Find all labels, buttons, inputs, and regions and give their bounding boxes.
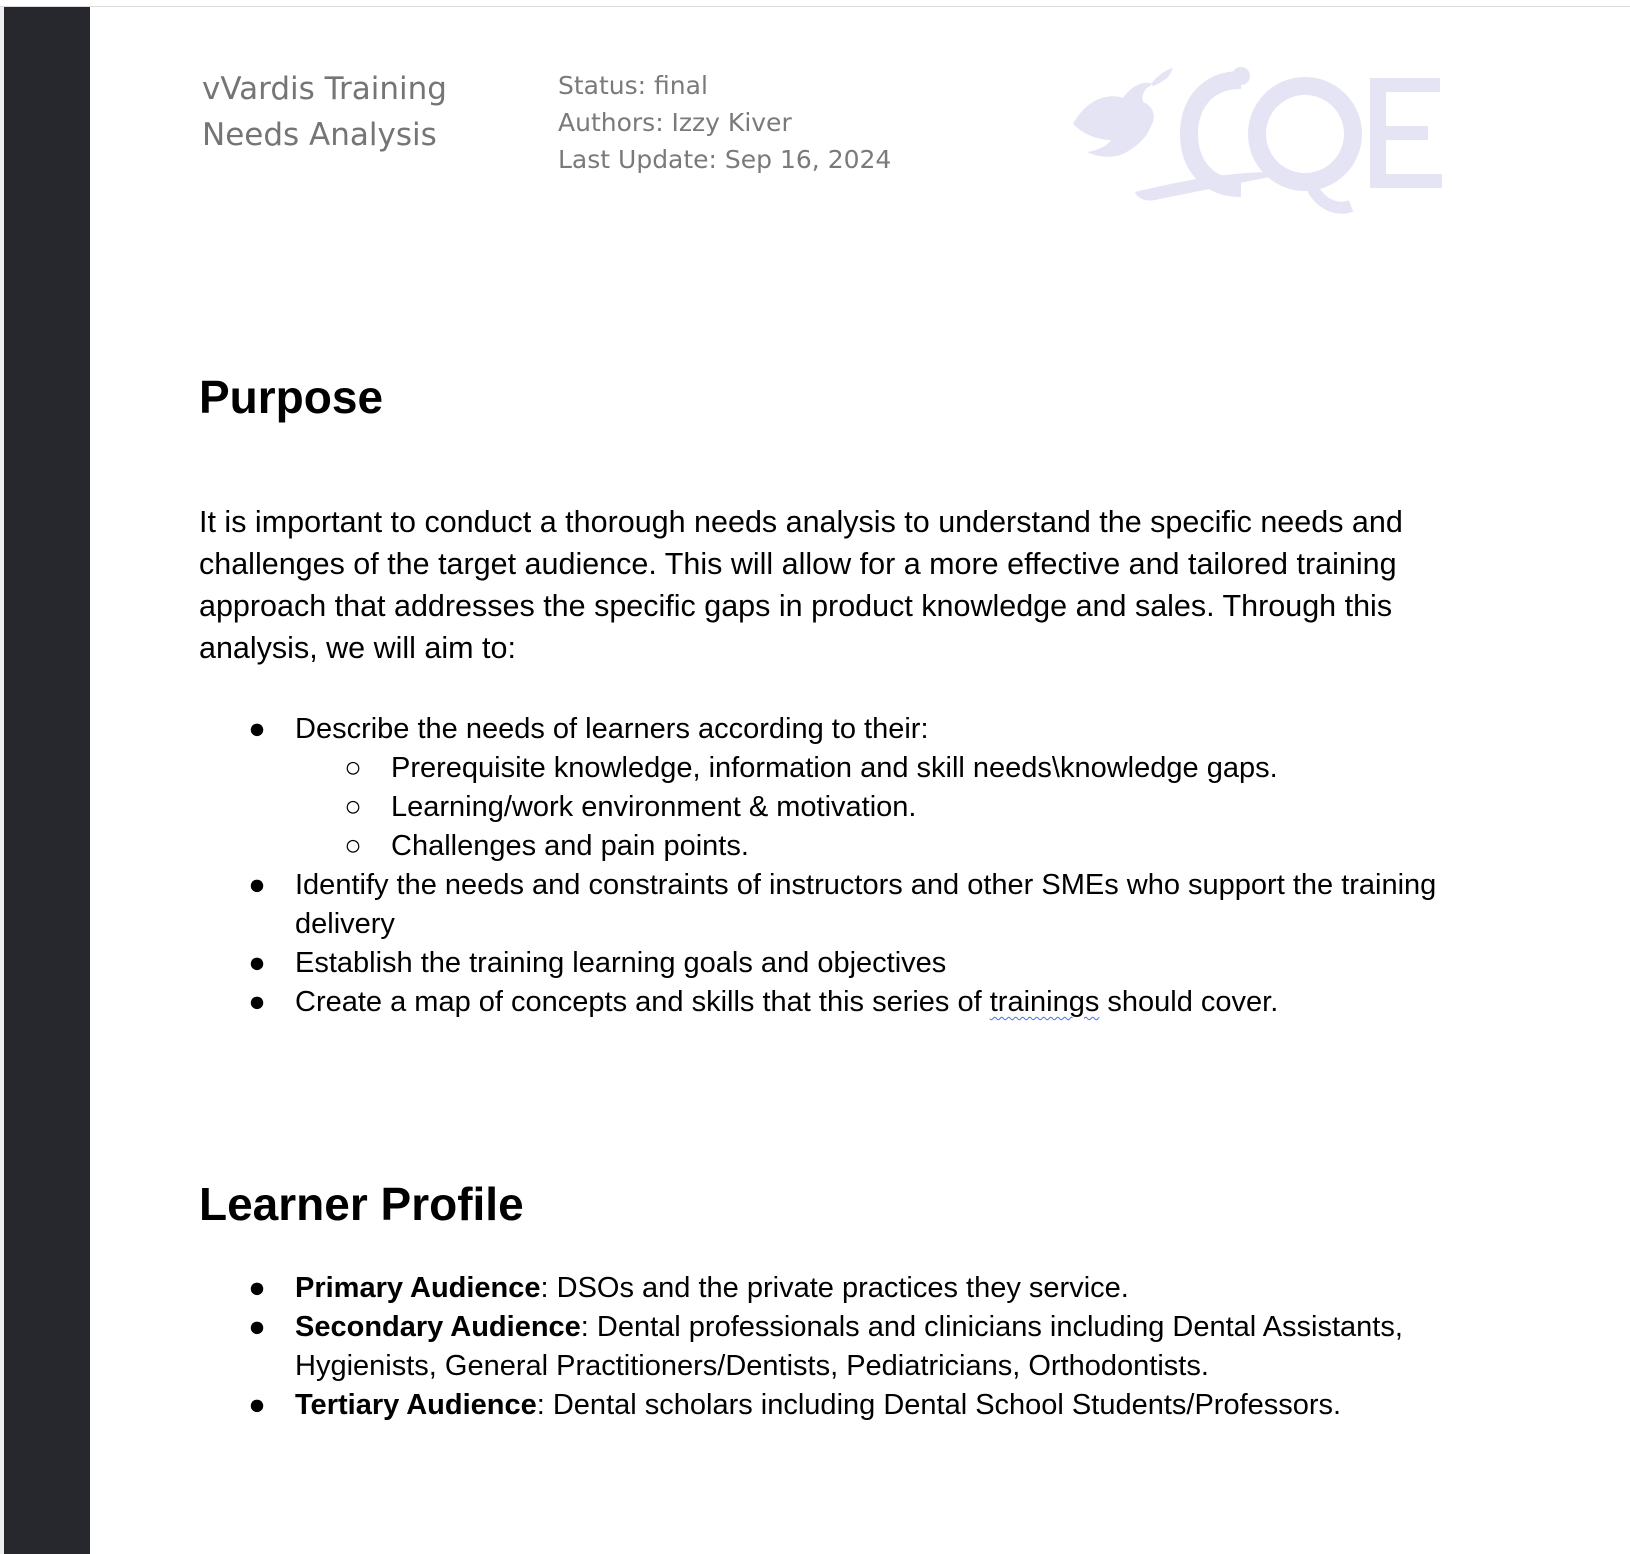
sub-list bbox=[199, 749, 1459, 866]
audience-label: Primary Audience bbox=[295, 1272, 541, 1304]
cqe-logo bbox=[1065, 62, 1465, 222]
sub-list-item-text: Prerequisite knowledge, information and skill needs\knowledge gaps. bbox=[391, 752, 1278, 784]
audience-label: Tertiary Audience bbox=[295, 1389, 537, 1421]
status-text: Status: final bbox=[558, 71, 708, 100]
sub-bullet-icon: ○ bbox=[344, 752, 362, 784]
list-item-text: Identify the needs and constraints of instructors and other SMEs who support the training delivery bbox=[295, 869, 1437, 940]
purpose-heading: Purpose bbox=[199, 371, 384, 423]
dove-icon bbox=[1073, 83, 1154, 157]
title-line-2: Needs Analysis bbox=[202, 117, 437, 153]
bullet-icon: ● bbox=[248, 713, 266, 745]
list-item bbox=[199, 944, 1459, 983]
sub-list-item bbox=[199, 827, 1459, 866]
purpose-list bbox=[199, 710, 1459, 1022]
list-item bbox=[199, 866, 1459, 944]
sub-list-item-text: Learning/work environment & motivation. bbox=[391, 791, 917, 823]
audience-text: : DSOs and the private practices they service. bbox=[540, 1272, 1129, 1304]
left-sidebar bbox=[4, 7, 90, 1554]
audience-text: : Dental professionals and clinicians including Dental Assistants, Hygienists, General Practitioners/Dentists, Pediatricians, Orthodontists. bbox=[295, 1311, 1403, 1382]
audience-text: : Dental scholars including Dental School Students/Professors. bbox=[536, 1389, 1342, 1421]
list-item-text: Establish the training learning goals and objectives bbox=[295, 947, 947, 979]
last-update-text: Last Update: Sep 16, 2024 bbox=[558, 145, 892, 174]
bullet-icon: ● bbox=[248, 1389, 266, 1421]
document-page bbox=[90, 7, 1630, 1554]
bullet-icon: ● bbox=[248, 1311, 266, 1343]
authors-text: Authors: Izzy Kiver bbox=[558, 108, 792, 137]
audience-item bbox=[199, 1386, 1459, 1425]
list-item-text: Describe the needs of learners according to their: bbox=[295, 713, 929, 745]
document-title bbox=[202, 66, 522, 158]
sub-list-item bbox=[199, 788, 1459, 827]
top-border bbox=[0, 0, 1630, 7]
bullet-icon: ● bbox=[248, 986, 266, 1018]
list-item-text-start: Create a map of concepts and skills that this series of bbox=[295, 986, 990, 1018]
audience-label: Secondary Audience bbox=[295, 1311, 581, 1343]
bullet-icon: ● bbox=[248, 1272, 266, 1304]
audience-item bbox=[199, 1308, 1459, 1386]
sub-bullet-icon: ○ bbox=[344, 791, 362, 823]
list-item-text-end: should cover. bbox=[1099, 986, 1279, 1018]
document-meta bbox=[558, 67, 891, 178]
list-item bbox=[199, 983, 1459, 1022]
sub-bullet-icon: ○ bbox=[344, 830, 362, 862]
sub-list-item-text: Challenges and pain points. bbox=[391, 830, 749, 862]
title-line-1: vVardis Training bbox=[202, 71, 447, 107]
list-item bbox=[199, 710, 1459, 866]
learner-profile-list bbox=[199, 1269, 1459, 1425]
sub-list-item bbox=[199, 749, 1459, 788]
learner-profile-heading: Learner Profile bbox=[199, 1178, 524, 1230]
purpose-paragraph: It is important to conduct a thorough needs analysis to understand the specific needs and challenges of the target audience. This will allow for a more effective and tailored training approach that addresses the specific gaps in product knowledge and sales. Through this analysis, we will aim to: bbox=[199, 505, 1403, 665]
bullet-icon: ● bbox=[248, 869, 266, 901]
audience-item bbox=[199, 1269, 1459, 1308]
bullet-icon: ● bbox=[248, 947, 266, 979]
spellcheck-underlined-word[interactable]: trainings bbox=[989, 986, 1100, 1018]
